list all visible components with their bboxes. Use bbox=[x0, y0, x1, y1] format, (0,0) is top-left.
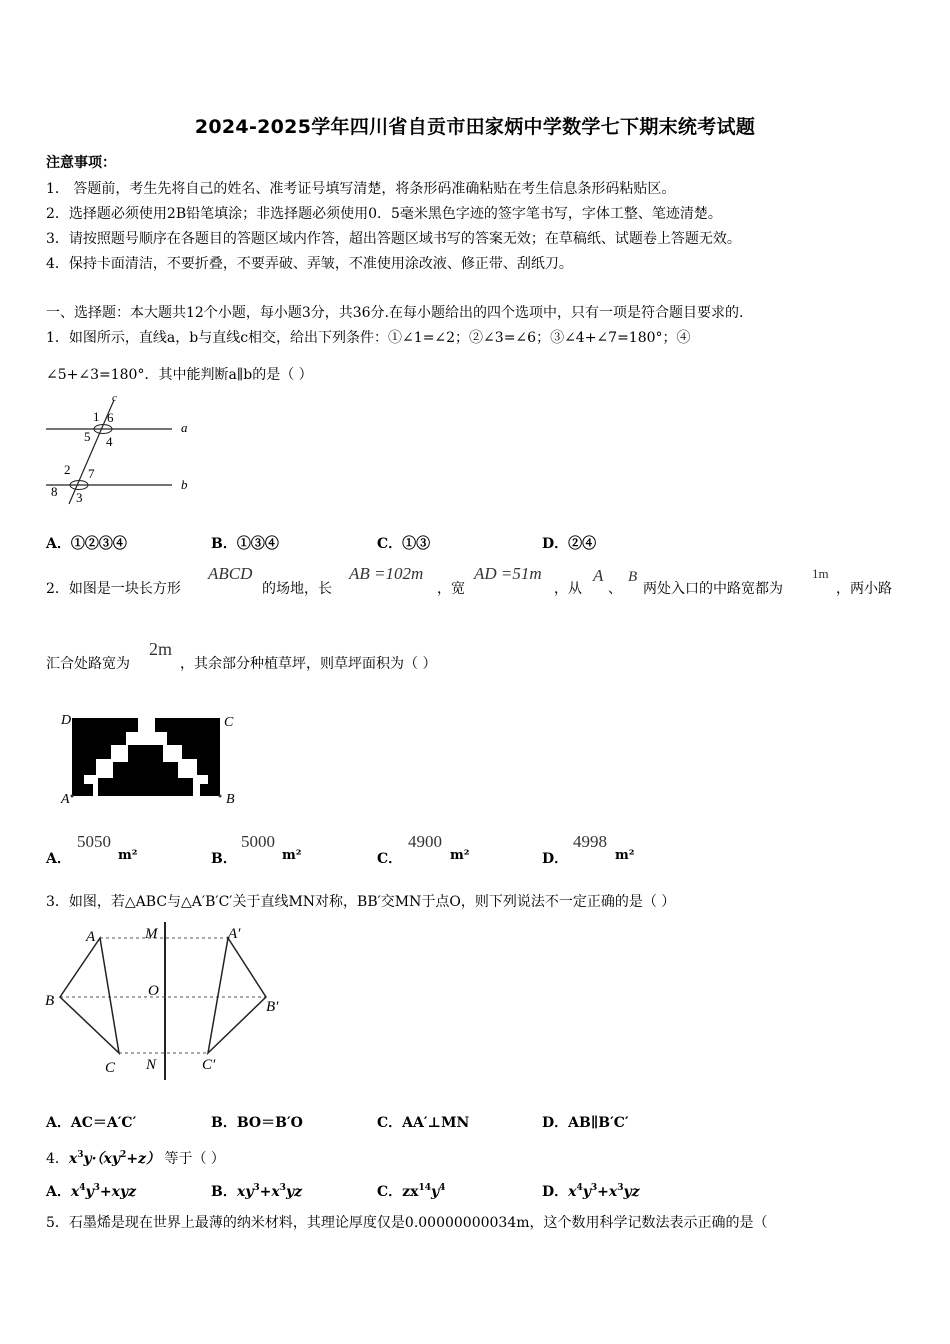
q4-d-p6: yz bbox=[623, 1184, 640, 1200]
q1-option-d[interactable]: D．②④ bbox=[542, 536, 597, 552]
fig2-label-b: B bbox=[226, 792, 235, 807]
fig1-label-1: 1 bbox=[93, 409, 100, 424]
q4-d-p5: 3 bbox=[617, 1183, 624, 1193]
fig1-label-6: 6 bbox=[107, 410, 114, 425]
fig3-label-a-prime: A′ bbox=[228, 926, 241, 942]
q2-option-b-unit: m² bbox=[282, 848, 302, 863]
fig1-label-5: 5 bbox=[84, 429, 91, 444]
q2-stem-p3: ，宽 bbox=[437, 581, 465, 597]
fig3-label-n: N bbox=[146, 1057, 157, 1073]
fig1-label-3: 3 bbox=[76, 490, 83, 505]
q4-expr-y-xy: y·（xy bbox=[83, 1151, 121, 1167]
q4-expr-exp1: 3 bbox=[77, 1150, 84, 1160]
q4-expr-exp2: 2 bbox=[120, 1150, 127, 1160]
q2-stem-sep: 、 bbox=[608, 581, 622, 597]
q1-option-a[interactable]: A．①②③④ bbox=[46, 536, 127, 552]
q4-b-letter: B． bbox=[211, 1184, 237, 1200]
notice-item-3: 3．请按照题号顺序在各题目的答题区域内作答，超出答题区域书写的答案无效；在草稿纸、试题卷上答题无效。 bbox=[46, 231, 741, 247]
fig1-label-7: 7 bbox=[88, 466, 95, 481]
q4-expr-x: x bbox=[68, 1151, 78, 1167]
q4-d-p4: +x bbox=[597, 1184, 618, 1200]
fig3-label-c: C bbox=[105, 1060, 116, 1076]
q4-option-d[interactable] bbox=[542, 1181, 640, 1201]
q2-math-ad: AD =51m bbox=[474, 564, 542, 583]
q2-math-ab: AB =102m bbox=[349, 564, 424, 583]
q4-option-c[interactable] bbox=[377, 1181, 445, 1201]
q4-a-letter: A． bbox=[46, 1184, 71, 1200]
q4-a-p2: y bbox=[85, 1184, 94, 1200]
q2-option-d-letter[interactable]: D． bbox=[542, 851, 569, 867]
fig2-label-c: C bbox=[224, 715, 234, 730]
fig1-label-8: 8 bbox=[51, 484, 58, 499]
q4-d-p3: 3 bbox=[590, 1183, 598, 1193]
fig2-label-d: D bbox=[61, 713, 72, 728]
q3-figure bbox=[42, 920, 292, 1085]
q2-stem-p5: 两处入口的中路宽都为 bbox=[643, 581, 783, 597]
q1-figure bbox=[40, 388, 200, 508]
q4-option-b[interactable] bbox=[211, 1181, 302, 1201]
q2-stem-p7: 汇合处路宽为 bbox=[46, 656, 130, 672]
q2-option-d-unit: m² bbox=[615, 848, 635, 863]
q1-stem-line1: 1．如图所示，直线a，b与直线c相交，给出下列条件：①∠1=∠2；②∠3=∠6；③∠4+∠7=180°；④ bbox=[46, 330, 691, 346]
q1-option-b[interactable]: B．①③④ bbox=[211, 536, 279, 552]
q4-d-letter: D． bbox=[542, 1184, 569, 1200]
q2-option-c-value: 4900 bbox=[408, 832, 442, 851]
q2-option-c-letter[interactable]: C． bbox=[377, 851, 403, 867]
fig1-label-a: a bbox=[181, 420, 188, 435]
q4-c-p0: zx bbox=[402, 1184, 419, 1200]
q4-d-p1: 4 bbox=[576, 1183, 583, 1193]
q2-option-b-letter[interactable]: B． bbox=[211, 851, 237, 867]
q2-option-b-value: 5000 bbox=[241, 832, 275, 851]
fig3-label-o: O bbox=[148, 983, 159, 999]
q2-option-a-letter[interactable]: A． bbox=[46, 851, 71, 867]
q2-math-a: A bbox=[593, 566, 604, 585]
fig3-label-b: B bbox=[45, 993, 55, 1009]
q4-stem-tail: 等于（ ） bbox=[164, 1151, 225, 1167]
q2-stem-p6: ，两小路 bbox=[836, 581, 892, 597]
q4-c-p2: y bbox=[430, 1184, 440, 1200]
fig2-label-a: A bbox=[61, 792, 70, 807]
fig1-label-c: c bbox=[112, 392, 117, 404]
q2-stem-p8: ，其余部分种植草坪，则草坪面积为（ ） bbox=[180, 656, 437, 672]
q4-num: 4． bbox=[46, 1151, 69, 1167]
q2-figure bbox=[58, 712, 248, 810]
q2-option-c-unit: m² bbox=[450, 848, 470, 863]
q3-option-d[interactable]: D．AB∥B′C′ bbox=[542, 1115, 629, 1131]
q1-stem-line2: ∠5+∠3=180°．其中能判断a∥b的是（ ） bbox=[46, 367, 313, 383]
q1-option-c[interactable]: C．①③ bbox=[377, 536, 431, 552]
page-title: 2024-2025学年四川省自贡市田家炳中学数学七下期末统考试题 bbox=[194, 116, 756, 138]
q2-stem-p4: ，从 bbox=[554, 581, 582, 597]
notice-item-4: 4．保持卡面清洁，不要折叠，不要弄破、弄皱，不准使用涂改液、修正带、刮纸刀。 bbox=[46, 256, 573, 272]
q4-c-letter: C． bbox=[377, 1184, 403, 1200]
q4-b-p3: 3 bbox=[279, 1183, 286, 1193]
section-heading: 一、选择题：本大题共12个小题，每小题3分，共36分.在每小题给出的四个选项中，只有一项是符合题目要求的. bbox=[46, 305, 744, 321]
q2-stem-p2: 的场地，长 bbox=[262, 581, 332, 597]
q4-b-p1: 3 bbox=[253, 1183, 260, 1193]
q3-option-c[interactable]: C．AA′⊥MN bbox=[377, 1115, 470, 1131]
notice-item-1: 1． 答题前，考生先将自己的姓名、准考证号填写清楚，将条形码准确粘贴在考生信息条形码粘贴区。 bbox=[46, 181, 676, 197]
q4-d-p2: y bbox=[582, 1184, 591, 1200]
q2-option-a-value: 5050 bbox=[77, 832, 111, 851]
fig3-label-a: A bbox=[86, 929, 96, 945]
fig3-label-c-prime: C′ bbox=[202, 1057, 216, 1073]
q3-option-b[interactable]: B．BO＝B′O bbox=[211, 1115, 303, 1131]
q4-a-p0: x bbox=[70, 1184, 80, 1200]
q4-stem bbox=[46, 1146, 225, 1168]
q2-math-abcd: ABCD bbox=[208, 564, 253, 583]
q2-math-w2: 2m bbox=[149, 639, 173, 659]
q4-c-p1: 14 bbox=[418, 1183, 431, 1193]
q4-b-p0: xy bbox=[236, 1184, 254, 1200]
q2-option-a-unit: m² bbox=[118, 848, 138, 863]
q5-stem: 5．石墨烯是现在世界上最薄的纳米材料，其理论厚度仅是0.00000000034m，这个数用科学记数法表示正确的是（ bbox=[46, 1215, 768, 1231]
q4-d-p0: x bbox=[568, 1184, 577, 1200]
q4-b-p4: yz bbox=[285, 1184, 303, 1200]
q3-option-a[interactable]: A．AC＝A′C′ bbox=[46, 1115, 137, 1131]
q2-option-d-value: 4998 bbox=[573, 832, 607, 851]
q4-expr-plus-z: +z） bbox=[126, 1151, 160, 1167]
q2-math-b: B bbox=[628, 569, 638, 585]
fig3-label-m: M bbox=[145, 926, 158, 942]
q3-stem: 3．如图，若△ABC与△A′B′C′关于直线MN对称，BB′交MN于点O，则下列说法不一定正确的是（ ） bbox=[46, 894, 676, 910]
q4-a-p1: 4 bbox=[79, 1183, 86, 1193]
q2-stem-p1: 2．如图是一块长方形 bbox=[46, 581, 181, 597]
q4-a-p4: +xyz bbox=[99, 1184, 137, 1200]
q2-math-w1: 1m bbox=[812, 566, 829, 581]
notice-item-2: 2．选择题必须使用2B铅笔填涂；非选择题必须使用0．5毫米黑色字迹的签字笔书写，字体工整、笔迹清楚。 bbox=[46, 206, 722, 222]
fig1-label-4: 4 bbox=[106, 434, 113, 449]
q4-b-p2: +x bbox=[259, 1184, 280, 1200]
fig1-label-2: 2 bbox=[64, 462, 71, 477]
q4-option-a[interactable] bbox=[46, 1181, 136, 1201]
fig3-label-b-prime: B′ bbox=[266, 999, 279, 1015]
q4-c-p3: 4 bbox=[439, 1183, 446, 1193]
fig1-label-b: b bbox=[181, 477, 188, 492]
notice-heading: 注意事项： bbox=[46, 155, 116, 171]
q4-a-p3: 3 bbox=[93, 1183, 100, 1193]
